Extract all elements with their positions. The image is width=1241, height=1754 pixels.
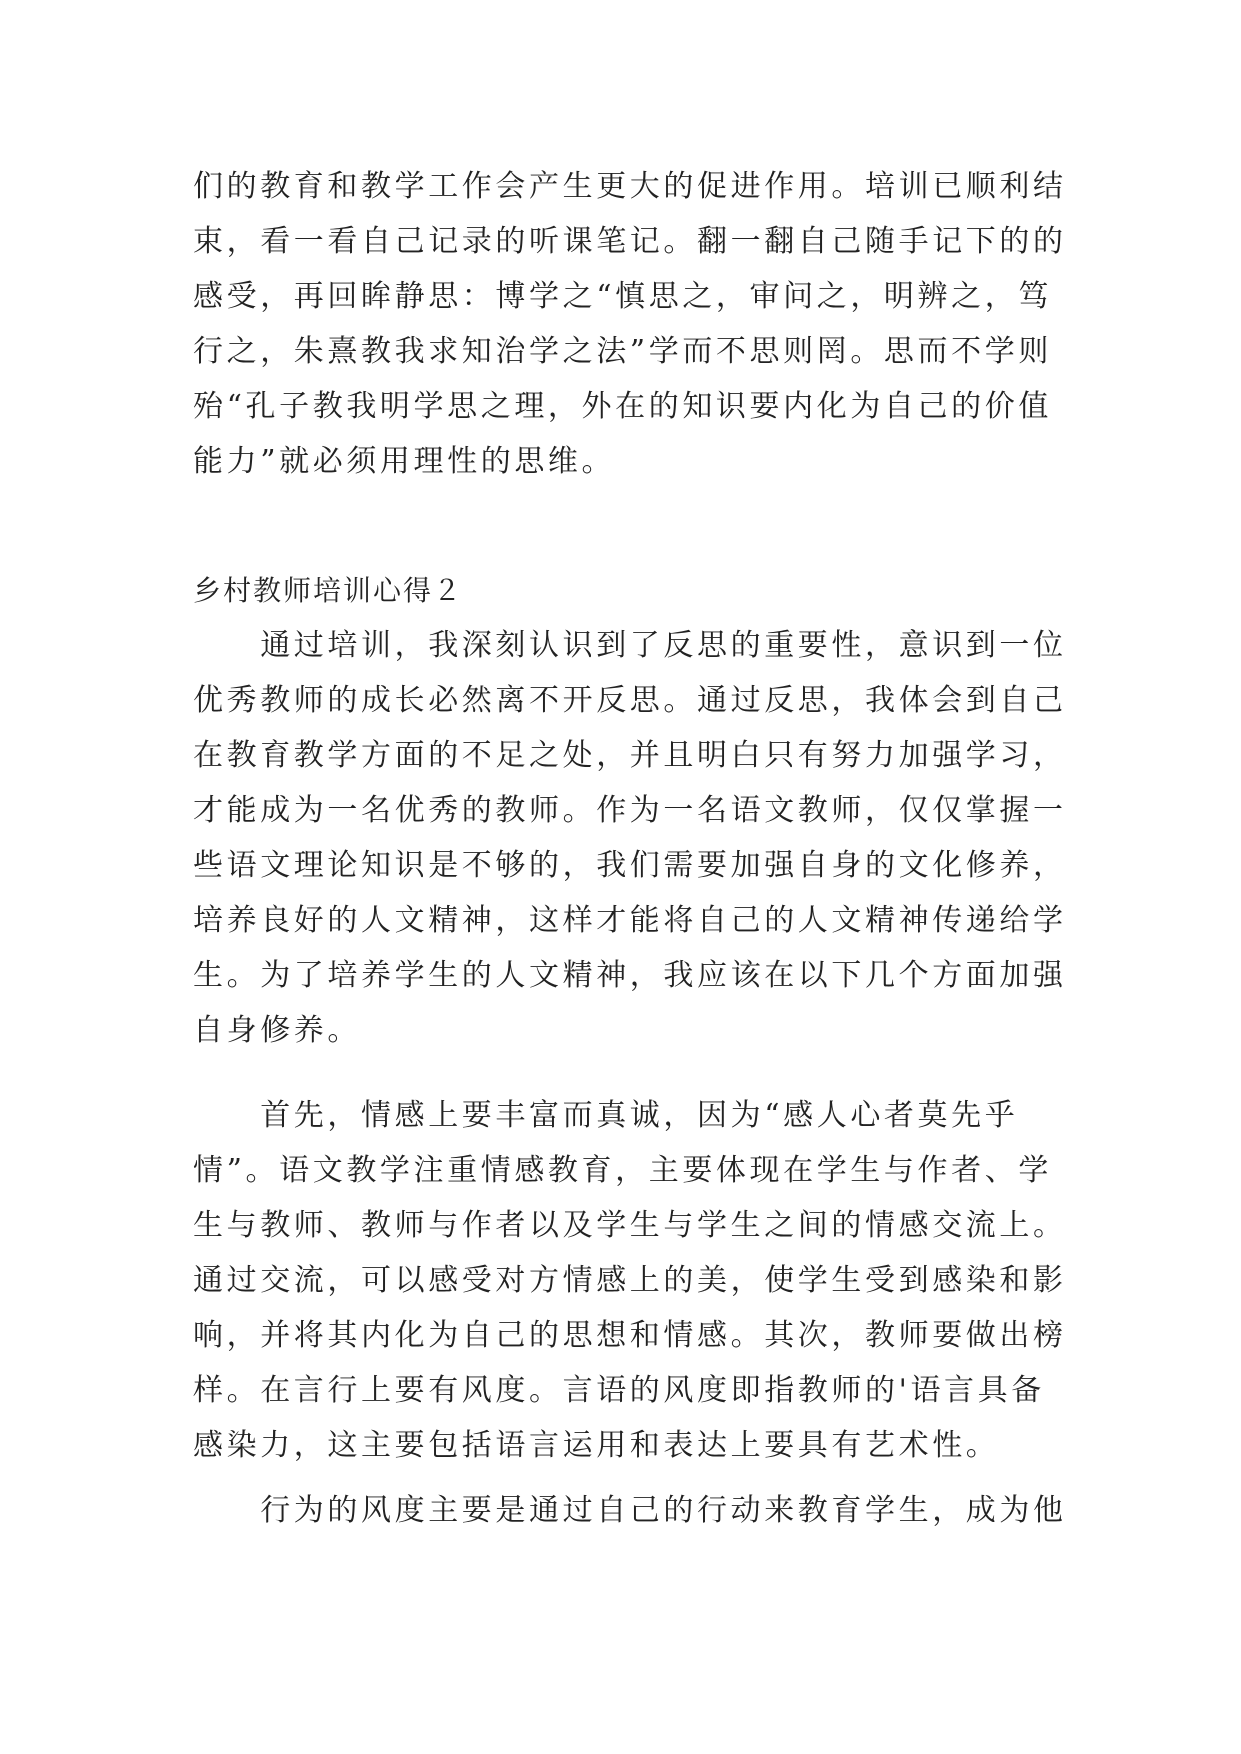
- text-line: 感受，再回眸静思：博学之“慎思之，审问之，明辨之，笃: [193, 279, 1052, 314]
- text-line: 才能成为一名优秀的教师。作为一名语文教师，仅仅掌握一: [193, 793, 1067, 828]
- text-line: 些语文理论知识是不够的，我们需要加强自身的文化修养，: [193, 848, 1067, 883]
- text-line: 自身修养。: [193, 1013, 361, 1048]
- text-line: 行之，朱熹教我求知治学之法”学而不思则罔。思而不学则: [193, 334, 1052, 369]
- text-line: 优秀教师的成长必然离不开反思。通过反思，我体会到自己: [193, 683, 1067, 718]
- section-heading: 乡村教师培训心得２: [193, 574, 464, 607]
- paragraph-4: [193, 1483, 1067, 1538]
- text-line: 样。在言行上要有风度。言语的风度即指教师的'语言具备: [193, 1373, 1045, 1408]
- paragraph-3: [193, 1088, 1067, 1473]
- text-line: 首先，情感上要丰富而真诚，因为“感人心者莫先乎: [193, 1098, 1019, 1133]
- text-line: 殆“孔子教我明学思之理，外在的知识要内化为自己的价值: [193, 389, 1052, 424]
- text-line: 在教育教学方面的不足之处，并且明白只有努力加强学习，: [193, 738, 1067, 773]
- text-line: 感染力，这主要包括语言运用和表达上要具有艺术性。: [193, 1428, 1000, 1463]
- text-line: 通过交流，可以感受对方情感上的美，使学生受到感染和影: [193, 1263, 1067, 1298]
- text-line: 情”。语文教学注重情感教育，主要体现在学生与作者、学: [193, 1153, 1052, 1188]
- text-line: 们的教育和教学工作会产生更大的促进作用。培训已顺利结: [193, 169, 1067, 204]
- text-line: 响，并将其内化为自己的思想和情感。其次，教师要做出榜: [193, 1318, 1067, 1353]
- paragraph-2: [193, 618, 1067, 1058]
- text-line: 束，看一看自己记录的听课笔记。翻一翻自己随手记下的的: [193, 224, 1067, 259]
- text-line: 生与教师、教师与作者以及学生与学生之间的情感交流上。: [193, 1208, 1067, 1243]
- text-line: 培养良好的人文精神，这样才能将自己的人文精神传递给学: [193, 903, 1067, 938]
- text-line: 生。为了培养学生的人文精神，我应该在以下几个方面加强: [193, 958, 1067, 993]
- text-line: 能力”就必须用理性的思维。: [193, 444, 616, 479]
- paragraph-1: [193, 159, 1067, 489]
- text-line: 行为的风度主要是通过自己的行动来教育学生，成为他: [193, 1493, 1067, 1528]
- text-line: 通过培训，我深刻认识到了反思的重要性，意识到一位: [193, 628, 1067, 663]
